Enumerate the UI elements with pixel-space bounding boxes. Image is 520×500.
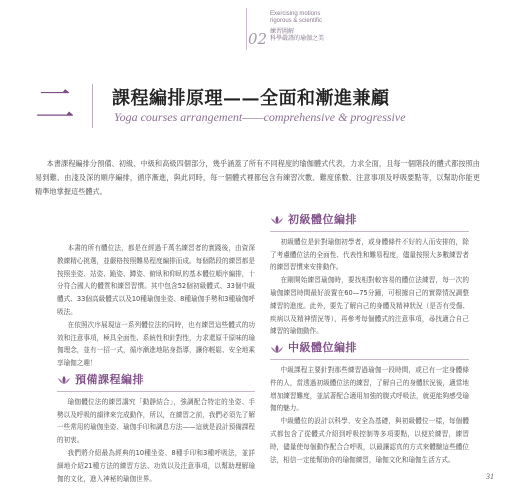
running-header xyxy=(246,8,426,60)
left-column xyxy=(57,242,255,485)
heading-underline xyxy=(270,359,469,360)
right-column xyxy=(270,210,469,466)
header-en-line1: Exercising motions xyxy=(270,11,321,17)
heading-underline xyxy=(57,391,255,392)
header-divider xyxy=(246,8,247,50)
left-paragraph-3: 瑜伽體位法的練習講究「動靜結合」，強調配合特定的坐姿、手勢以及呼吸的韻律來完成動作，所以，在練習之前，我們必須先了解一些常用的瑜伽坐姿、瑜伽手印和調息方法——這就是設計預備課程的初衷。 xyxy=(57,397,255,445)
title-divider xyxy=(92,84,93,128)
heading-intermediate-poses xyxy=(270,342,469,355)
heading-underline xyxy=(270,231,469,232)
right-paragraph-2: 在剛開始練習瑜伽時，要找相對較容易的體位法練習，每一次的瑜伽練習時間最好設置在60—75分鐘，可根據自己的實際情況調整練習的進度。此外，要先了解自己的身體及精神狀況（是否有受傷、疾病以及精神情況等），再參考每個體式的注意事項，尋找適合自己練習的瑜伽動作。 xyxy=(270,276,469,336)
right-paragraph-3: 中級課程主要針對那些練習過瑜伽一段時間，或已有一定身體條件的人，當透過初級體位法的練習，了解自己的身體狀況後，適當地增加練習難度，並試著配合適用加強的腹式呼吸法，就更能夠感受瑜伽的魅力。 xyxy=(270,365,469,413)
section-title-block xyxy=(30,78,500,140)
chapter-number: 02 xyxy=(248,30,268,48)
heading-beginner-poses xyxy=(270,214,469,227)
section-title-en: Yoga courses arrangement——comprehensive & progressive xyxy=(114,110,406,124)
lotus-icon xyxy=(270,215,284,225)
left-paragraph-1: 本書的所有體位法，都是在經過千萬名練習者的實踐後，由資深教練精心挑選，並嚴格按照難易程度編排而成。每個階段的練習都是按照坐姿、站姿、跪姿、蹲姿、俯臥和仰臥的基本體位順序編排，十分符合國人的體質和練習習慣。其中包含52個初級體式、33個中級體式、33個高級體式以及10種瑜伽坐姿、8種瑜伽手勢和3種瑜伽呼吸法。 xyxy=(57,244,255,316)
header-zh-line1: 練習圖解 xyxy=(270,28,295,35)
page-number: 31 xyxy=(486,472,494,481)
heading-beginner-label: 初級體位編排 xyxy=(288,213,357,226)
right-paragraph-1: 初級體位是針對瑜伽初學者，或身體條件不好的人而安排的，除了考慮體位法的全面性、代表性和難易程度，儘量按照大多數練習者的練習習慣來安排動作。 xyxy=(270,237,469,272)
intro-paragraph: 本書課程編排分預備、初級、中級和高級四個部分，幾乎涵蓋了所有不同程度的瑜伽體式代表，力求全面，且每一個階段的體式都按照由易到難、由淺及深的順序編排，循序漸進，與此同時，每一個體式裡都包含有練習次數、難度係數、注意事項及呼吸要點等，以幫助你能更精準地掌握這些體式。 xyxy=(35,159,480,197)
header-en-line2: rigorous & scientific xyxy=(270,18,323,24)
heading-prep-courses xyxy=(57,374,255,387)
header-zh-line2: 科學嚴謹的瑜伽之美 xyxy=(270,35,325,42)
heading-intermediate-label: 中級體位編排 xyxy=(288,341,357,355)
right-paragraph-4: 中級體位的設計以科學、安全為基礎，與初級體位一樣，每個體式都包含了從體式介紹到呼吸控制等多項要點，以便於練習，練習時，儘量使每個動作配合合呼吸，以最讓認真的方式來體驗這些體位法，相信一定能幫助你的瑜伽練習，瑜伽文化和瑜伽生活方式。 xyxy=(270,417,469,464)
left-paragraph-2: 在依照次序展現這一系列體位法的同時，也有練習這些體式的功效和注意事項，極具全面性、系統性和針對性，力求還原千原味的瑜伽理念，並有一招一式，循序漸進地貼身指導，讓你輕鬆、安全地乘享瑜伽之趣！ xyxy=(57,320,255,368)
lotus-icon xyxy=(270,344,284,354)
section-numeral: 二 xyxy=(35,82,75,128)
lotus-icon xyxy=(57,375,71,385)
left-paragraph-4: 我們將介紹最為經典的10種坐姿、8種手印和3種呼吸法，並詳細地介紹21種方法的練習方法、功效以及注意事項，以幫助理解瑜伽的文化，進入神秘的瑜伽世界。 xyxy=(57,448,255,483)
section-title-zh: 課程編排原理——全面和漸進兼顧 xyxy=(112,88,390,109)
heading-prep-label: 預備課程編排 xyxy=(75,372,144,386)
